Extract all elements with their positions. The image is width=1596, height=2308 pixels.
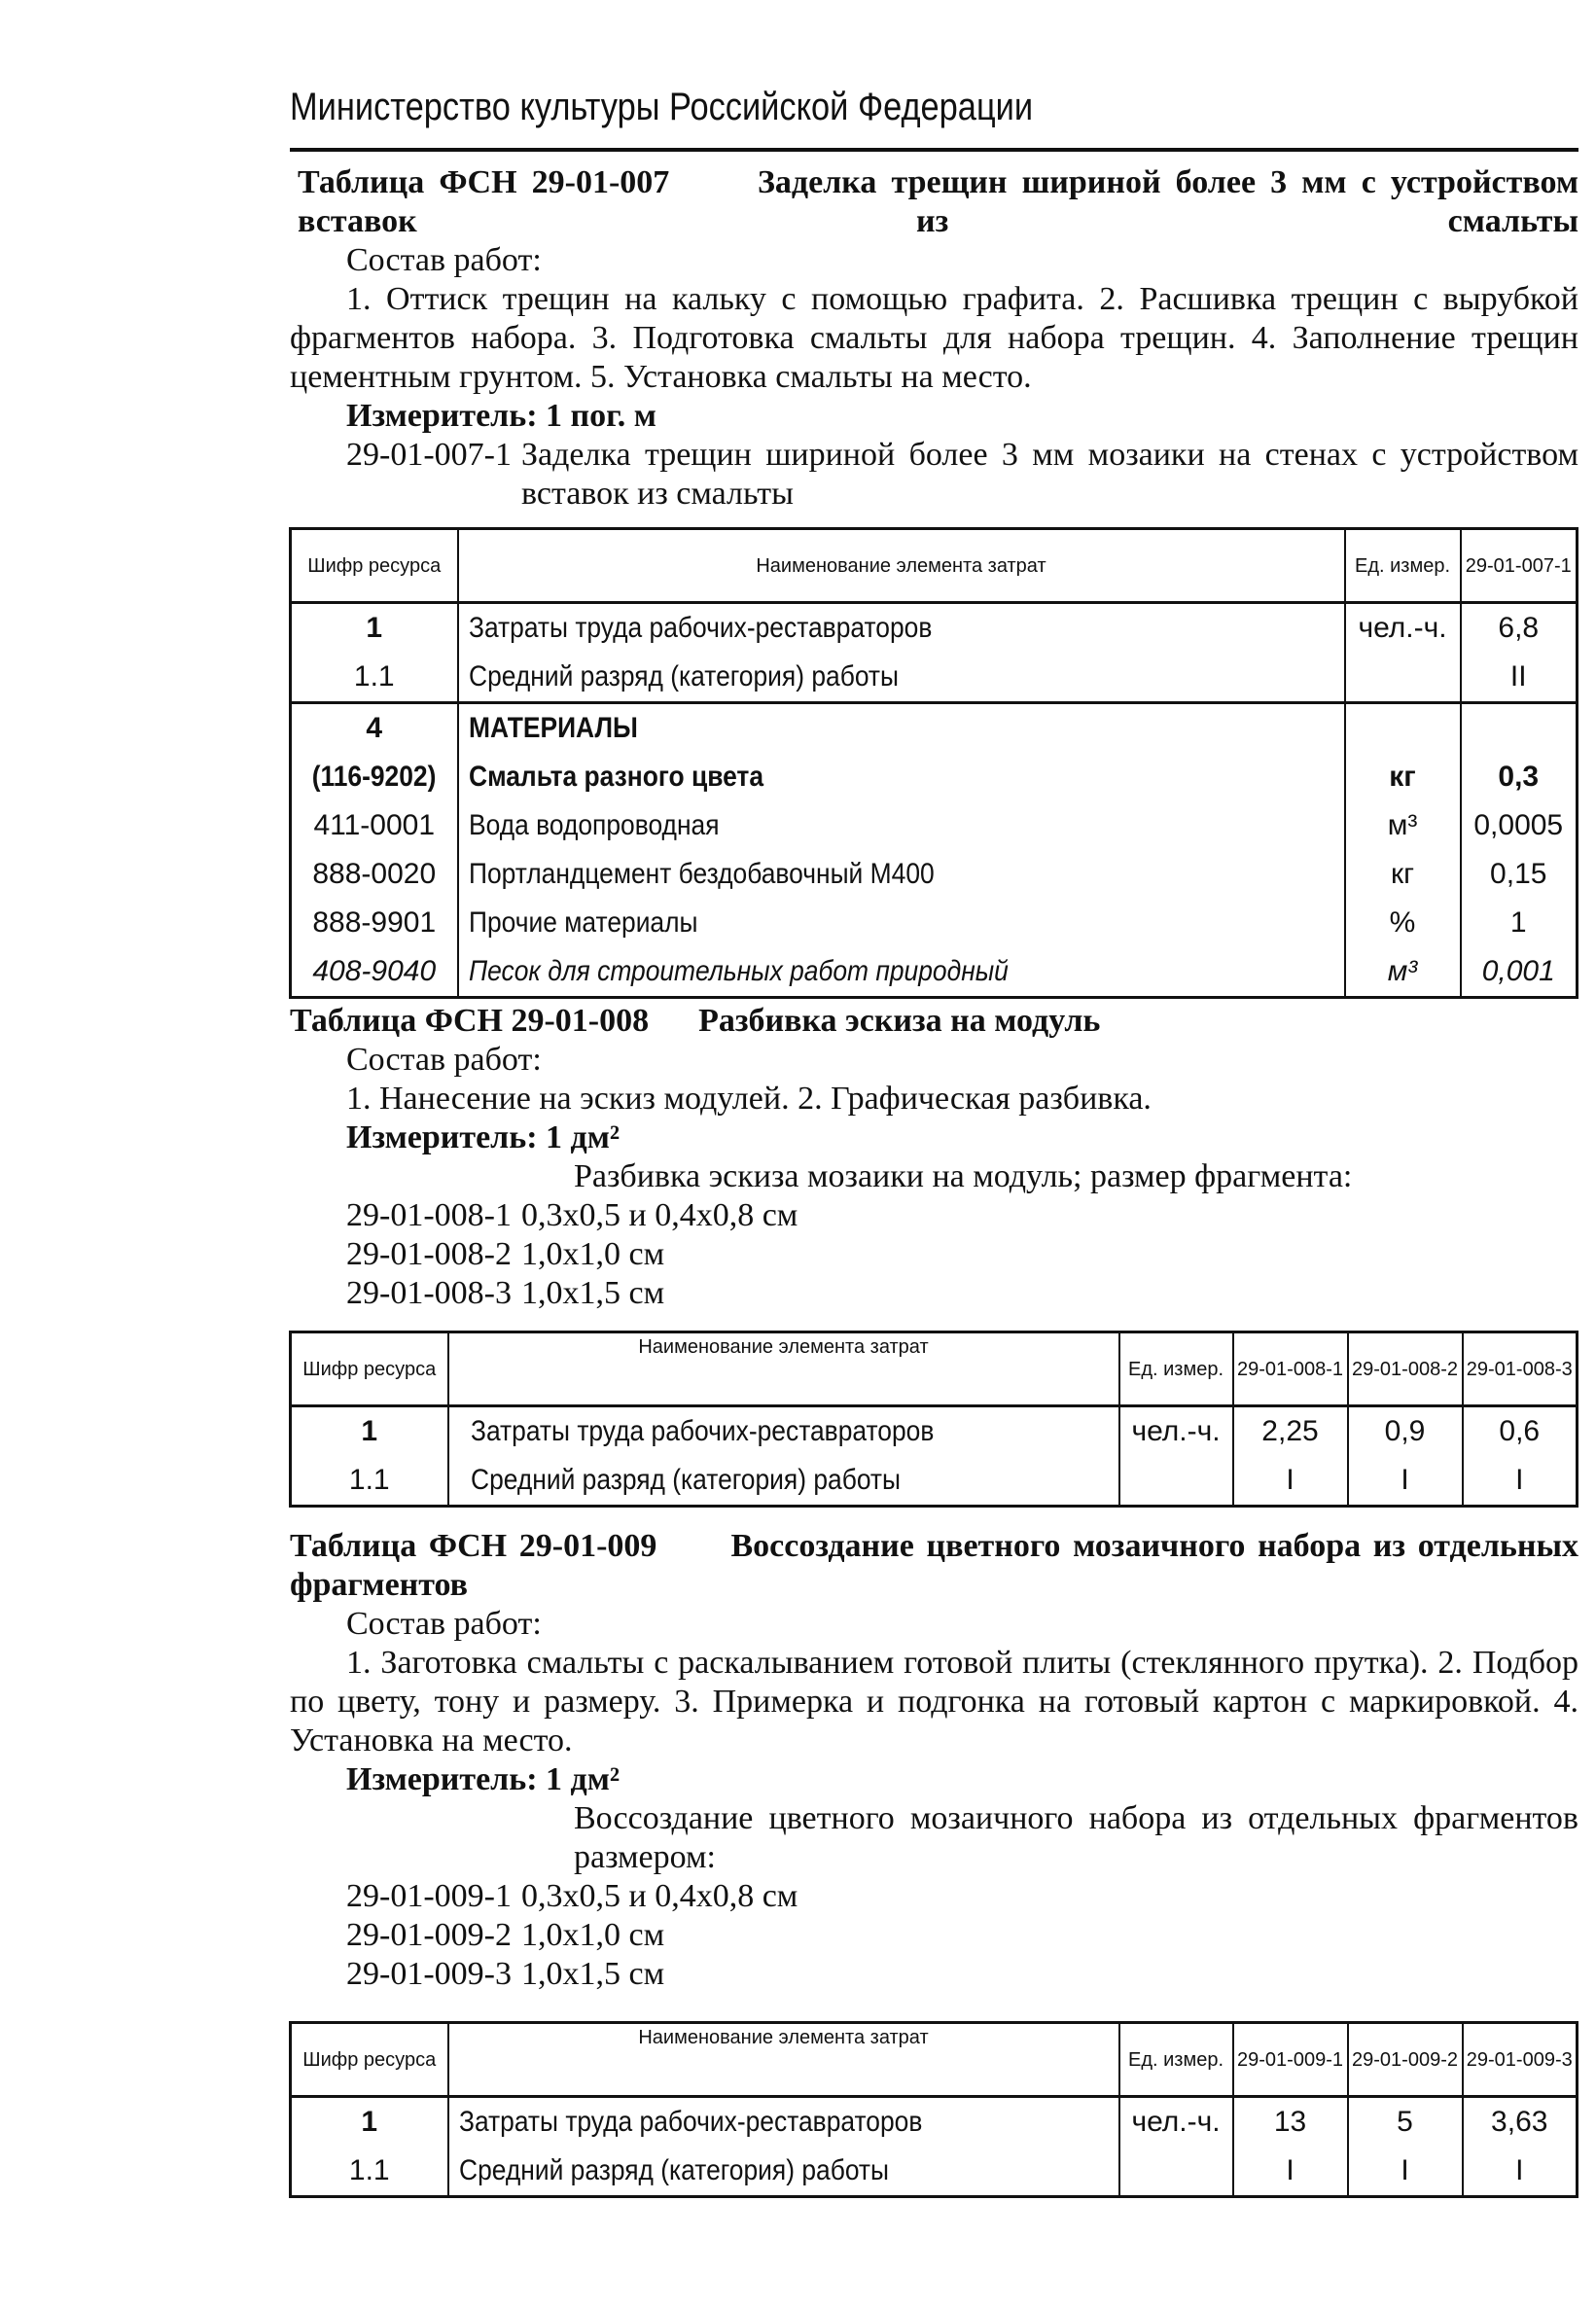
works-label: Состав работ: — [346, 1042, 542, 1078]
cell: кг — [1345, 850, 1461, 899]
header-cell: Шифр ресурса — [291, 1332, 448, 1406]
item-code: 29-01-009-3 — [346, 1956, 512, 1992]
cell: 1 — [291, 2097, 448, 2148]
cell: I — [1463, 2147, 1578, 2197]
header-cell: Наименование элемента затрат — [448, 1332, 1119, 1406]
table-row — [291, 703, 1578, 754]
item-row — [290, 1274, 1578, 1313]
cell: Вода водопроводная — [458, 801, 1345, 850]
table-row — [291, 1406, 1578, 1457]
cell: 13 — [1233, 2097, 1348, 2148]
table-row — [291, 850, 1578, 899]
cell — [1345, 703, 1461, 754]
cell: Затраты труда рабочих-реставраторов — [448, 1406, 1119, 1457]
table-id: Таблица ФСН 29-01-007 — [298, 164, 670, 200]
cell: 1 — [1461, 899, 1578, 947]
table-row — [291, 2097, 1578, 2148]
section-title: Воссоздание цветного мозаичного набора из отдельных фрагментов — [290, 1528, 1579, 1603]
cell: 3,63 — [1463, 2097, 1578, 2148]
item-row — [290, 1877, 1578, 1916]
header-cell: 29-01-008-2 — [1348, 1332, 1463, 1406]
table-row — [291, 947, 1578, 998]
items-intro: Разбивка эскиза мозаики на модуль; размер фрагмента: — [574, 1158, 1353, 1194]
cell: м³ — [1345, 801, 1461, 850]
cell: Портландцемент бездобавочный М400 — [458, 850, 1345, 899]
cell: 1.1 — [291, 653, 458, 703]
header-cell: Наименование элемента затрат — [448, 2023, 1119, 2097]
table-row — [291, 2147, 1578, 2197]
cell: 5 — [1348, 2097, 1463, 2148]
section-title: Заделка трещин шириной более 3 мм с устройством вставок из смальты — [298, 164, 1578, 239]
table-29-01-009 — [289, 2021, 1578, 2198]
cell: 6,8 — [1461, 603, 1578, 654]
cell: % — [1345, 899, 1461, 947]
section-29-01-008 — [290, 1002, 1578, 1313]
table-row — [291, 1456, 1578, 1507]
cell: 0,0005 — [1461, 801, 1578, 850]
cell: чел.-ч. — [1345, 603, 1461, 654]
section-heading — [290, 1002, 1578, 1041]
table-row — [291, 753, 1578, 801]
section-heading — [290, 1527, 1578, 1605]
measure: Измеритель: 1 дм² — [346, 1761, 621, 1797]
running-header: Министерство культуры Российской Федерации — [290, 86, 1034, 128]
cell: 1 — [291, 603, 458, 654]
cell: 2,25 — [1233, 1406, 1348, 1457]
items-intro: Воссоздание цветного мозаичного набора из отдельных фрагментов размером: — [574, 1800, 1578, 1875]
cell: I — [1463, 1456, 1578, 1507]
item-code: 29-01-008-3 — [346, 1275, 512, 1311]
item-row — [290, 1196, 1578, 1235]
item-row — [290, 1916, 1578, 1955]
item-code: 29-01-008-2 — [346, 1236, 512, 1272]
cell: чел.-ч. — [1119, 2097, 1233, 2148]
cell: 0,9 — [1348, 1406, 1463, 1457]
table-header-row — [291, 2023, 1578, 2097]
table-row — [291, 653, 1578, 703]
works-text: 1. Оттиск трещин на кальку с помощью графита. 2. Расшивка трещин с вырубкой фрагментов набора. 3. Подготовка смальты для набора трещин. 4. Заполнение трещин цементным грунтом. 5. Установка смальты на место. — [290, 281, 1578, 395]
cell: Прочие материалы — [458, 899, 1345, 947]
cell: Средний разряд (категория) работы — [448, 2147, 1119, 2197]
works-label: Состав работ: — [346, 242, 542, 278]
cell: 0,6 — [1463, 1406, 1578, 1457]
table-header-row — [291, 529, 1578, 603]
table-header-row — [291, 1332, 1578, 1406]
table-row — [291, 603, 1578, 654]
item-code: 29-01-008-1 — [346, 1197, 512, 1233]
cell: Затраты труда рабочих-реставраторов — [448, 2097, 1119, 2148]
header-rule — [290, 148, 1578, 152]
cell: 1.1 — [291, 1456, 448, 1507]
cell: II — [1461, 653, 1578, 703]
works-label: Состав работ: — [346, 1606, 542, 1642]
header-cell: 29-01-009-3 — [1463, 2023, 1578, 2097]
cell: МАТЕРИАЛЫ — [458, 703, 1345, 754]
cell: 1 — [291, 1406, 448, 1457]
item-code: 29-01-009-2 — [346, 1917, 512, 1953]
cell: чел.-ч. — [1119, 1406, 1233, 1457]
section-title: Разбивка эскиза на модуль — [698, 1003, 1101, 1039]
section-heading — [290, 163, 1578, 241]
item-code: 29-01-007-1 — [346, 437, 512, 473]
header-cell: 29-01-008-3 — [1463, 1332, 1578, 1406]
header-cell: Ед. измер. — [1119, 1332, 1233, 1406]
cell: I — [1233, 1456, 1348, 1507]
works-text: 1. Нанесение на эскиз модулей. 2. Графическая разбивка. — [346, 1081, 1152, 1117]
section-29-01-007 — [290, 163, 1578, 514]
cell: 0,001 — [1461, 947, 1578, 998]
table-29-01-007 — [289, 527, 1578, 999]
header-cell: 29-01-009-1 — [1233, 2023, 1348, 2097]
header-cell: 29-01-007-1 — [1461, 529, 1578, 603]
cell: Песок для строительных работ природный — [458, 947, 1345, 998]
cell — [1119, 1456, 1233, 1507]
cell — [1461, 703, 1578, 754]
cell: 1.1 — [291, 2147, 448, 2197]
header-cell: 29-01-008-1 — [1233, 1332, 1348, 1406]
header-cell: Шифр ресурса — [291, 529, 458, 603]
item-text: 1,0x1,0 см — [521, 1236, 665, 1272]
item-text: 0,3x0,5 и 0,4x0,8 см — [521, 1197, 798, 1233]
cell: 408-9040 — [291, 947, 458, 998]
cell: 411-0001 — [291, 801, 458, 850]
item-row — [290, 1955, 1578, 1994]
table-29-01-008 — [289, 1331, 1578, 1508]
item-text: 0,3x0,5 и 0,4x0,8 см — [521, 1878, 798, 1914]
header-cell: Шифр ресурса — [291, 2023, 448, 2097]
header-cell: Наименование элемента затрат — [458, 529, 1345, 603]
cell: (116-9202) — [291, 753, 458, 801]
cell — [1119, 2147, 1233, 2197]
table-row — [291, 899, 1578, 947]
item-text: 1,0x1,0 см — [521, 1917, 665, 1953]
measure: Измеритель: 1 дм² — [346, 1119, 621, 1155]
header-cell: 29-01-009-2 — [1348, 2023, 1463, 2097]
item-code: 29-01-009-1 — [346, 1878, 512, 1914]
cell: 888-0020 — [291, 850, 458, 899]
cell: I — [1348, 1456, 1463, 1507]
cell: кг — [1345, 753, 1461, 801]
table-row — [291, 801, 1578, 850]
cell: 0,15 — [1461, 850, 1578, 899]
cell: 0,3 — [1461, 753, 1578, 801]
cell: I — [1348, 2147, 1463, 2197]
item-row — [290, 436, 1578, 514]
item-text: Заделка трещин шириной более 3 мм мозаики на стенах с устройством вставок из смальты — [521, 437, 1578, 512]
cell — [1345, 653, 1461, 703]
cell: 888-9901 — [291, 899, 458, 947]
item-text: 1,0x1,5 см — [521, 1275, 665, 1311]
cell: 4 — [291, 703, 458, 754]
cell: Смальта разного цвета — [458, 753, 1345, 801]
works-text: 1. Заготовка смальты с раскалыванием готовой плиты (стеклянного прутка). 2. Подбор по цвету, тону и размеру. 3. Примерка и подгонка на готовый картон с маркировкой. 4. Установка на место. — [290, 1645, 1578, 1758]
item-text: 1,0x1,5 см — [521, 1956, 665, 1992]
cell: I — [1233, 2147, 1348, 2197]
table-id: Таблица ФСН 29-01-008 — [290, 1003, 650, 1039]
header-cell: Ед. измер. — [1119, 2023, 1233, 2097]
cell: Затраты труда рабочих-реставраторов — [458, 603, 1345, 654]
item-row — [290, 1235, 1578, 1274]
section-29-01-009 — [290, 1527, 1578, 1994]
header-cell: Ед. измер. — [1345, 529, 1461, 603]
measure: Измеритель: 1 пог. м — [346, 398, 656, 434]
cell: Средний разряд (категория) работы — [458, 653, 1345, 703]
cell: м³ — [1345, 947, 1461, 998]
cell: Средний разряд (категория) работы — [448, 1456, 1119, 1507]
table-id: Таблица ФСН 29-01-009 — [290, 1528, 657, 1564]
